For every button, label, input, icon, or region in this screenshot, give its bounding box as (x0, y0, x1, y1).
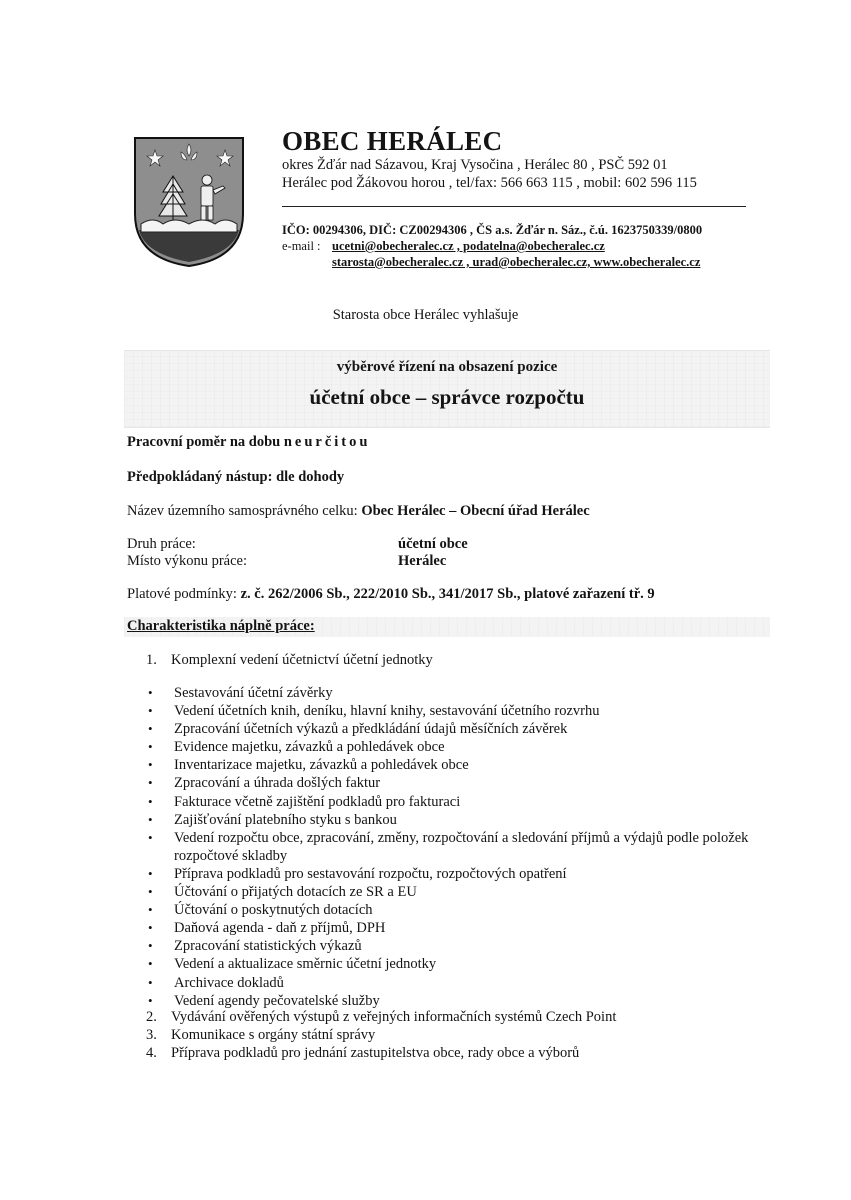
identifiers-block (282, 222, 752, 270)
item-number: 2. (146, 1009, 157, 1025)
list-item: • Zpracování a úhrada došlých faktur (148, 774, 794, 792)
salary-value: z. č. 262/2006 Sb., 222/2010 Sb., 341/2017 Sb., platové zařazení tř. 9 (240, 586, 655, 602)
list-item: • Vedení rozpočtu obce, zpracování, změny, rozpočtování a sledování příjmů a výdajů podle položek (148, 829, 794, 847)
list-item: • Archivace dokladů (148, 974, 794, 992)
item-text: Příprava podkladů pro jednání zastupitelstva obce, rady obce a výborů (171, 1045, 580, 1061)
list-item: • Evidence majetku, závazků a pohledávek obce (148, 738, 794, 756)
numbered-item (146, 1045, 579, 1062)
item-text: Komplexní vedení účetnictví účetní jednotky (171, 652, 433, 668)
work-type-label: Druh práce: (127, 536, 196, 552)
section-header (124, 617, 770, 637)
item-number: 3. (146, 1027, 157, 1043)
start-date: Předpokládaný nástup: dle dohody (127, 469, 345, 485)
list-item-continuation: rozpočtové skladby (174, 847, 288, 864)
municipality-title: OBEC HERÁLEC (282, 126, 503, 156)
position-title: účetní obce – správce rozpočtu (309, 385, 585, 409)
item-number: 4. (146, 1045, 157, 1061)
list-item: • Účtování o přijatých dotacích ze SR a EU (148, 883, 794, 901)
unit-row (127, 503, 590, 520)
email-links-row-1[interactable]: ucetni@obecheralec.cz , podatelna@obecheralec.cz (332, 239, 605, 253)
list-item: • Fakturace včetně zajištění podkladů pro fakturaci (148, 793, 794, 811)
header-divider (282, 206, 746, 207)
unit-label: Název územního samosprávného celku: (127, 503, 358, 519)
work-type-value: účetní obce (398, 536, 468, 552)
address-line: okres Žďár nad Sázavou, Kraj Vysočina , Herálec 80 , PSČ 592 01 (282, 157, 668, 173)
list-item: • Vedení a aktualizace směrnic účetní jednotky (148, 955, 794, 973)
list-item: • Daňová agenda - daň z příjmů, DPH (148, 919, 794, 937)
list-item: • Zajišťování platebního styku s bankou (148, 811, 794, 829)
salary-row (127, 586, 655, 603)
numbered-item (146, 1027, 375, 1044)
salary-label: Platové podmínky: (127, 586, 237, 602)
unit-value: Obec Herálec – Obecní úřad Herálec (361, 503, 590, 519)
coat-of-arms-image (133, 136, 245, 268)
item-number: 1. (146, 652, 157, 668)
numbered-item (146, 652, 433, 669)
email-links-row-2[interactable]: starosta@obecheralec.cz , urad@obecheralec.cz, www.obecheralec.cz (332, 255, 701, 269)
list-item: • Inventarizace majetku, závazků a pohledávek obce (148, 756, 794, 774)
item-text: Vydávání ověřených výstupů z veřejných informačních systémů Czech Point (171, 1009, 617, 1025)
list-item: • Vedení agendy pečovatelské služby (148, 992, 794, 1010)
list-item: • Zpracování účetních výkazů a předkládání údajů měsíčních závěrek (148, 720, 794, 738)
list-item: • Vedení účetních knih, deníku, hlavní knihy, sestavování účetního rozvrhu (148, 702, 794, 720)
position-banner (124, 350, 770, 428)
section-title: Charakteristika náplně práce: (127, 618, 315, 634)
place-value: Herálec (398, 553, 447, 569)
item-text: Komunikace s orgány státní správy (171, 1027, 376, 1043)
banner-subtitle: výběrové řízení na obsazení pozice (336, 359, 558, 375)
list-item: • Zpracování statistických výkazů (148, 937, 794, 955)
employment-label: Pracovní poměr na dobu (127, 434, 281, 450)
place-label: Místo výkonu práce: (127, 553, 248, 569)
ico-dic-bank-line: IČO: 00294306, DIČ: CZ00294306 , ČS a.s. Žďár n. Sáz., č.ú. 1623750339/0800 (282, 223, 703, 237)
numbered-item (146, 1009, 616, 1026)
duties-list (148, 684, 794, 1010)
letterhead (282, 126, 742, 192)
list-item: • Sestavování účetní závěrky (148, 684, 794, 702)
employment-row (127, 434, 370, 451)
list-item: • Příprava podkladů pro sestavování rozpočtu, rozpočtových opatření (148, 865, 794, 883)
email-label: e-mail : (282, 239, 321, 253)
contact-line: Herálec pod Žákovou horou , tel/fax: 566 663 115 , mobil: 602 596 115 (282, 175, 697, 191)
announcement: Starosta obce Herálec vyhlašuje (332, 307, 519, 323)
employment-value: neurčitou (283, 434, 371, 450)
list-item: • Účtování o poskytnutých dotacích (148, 901, 794, 919)
email-indent (282, 254, 332, 270)
